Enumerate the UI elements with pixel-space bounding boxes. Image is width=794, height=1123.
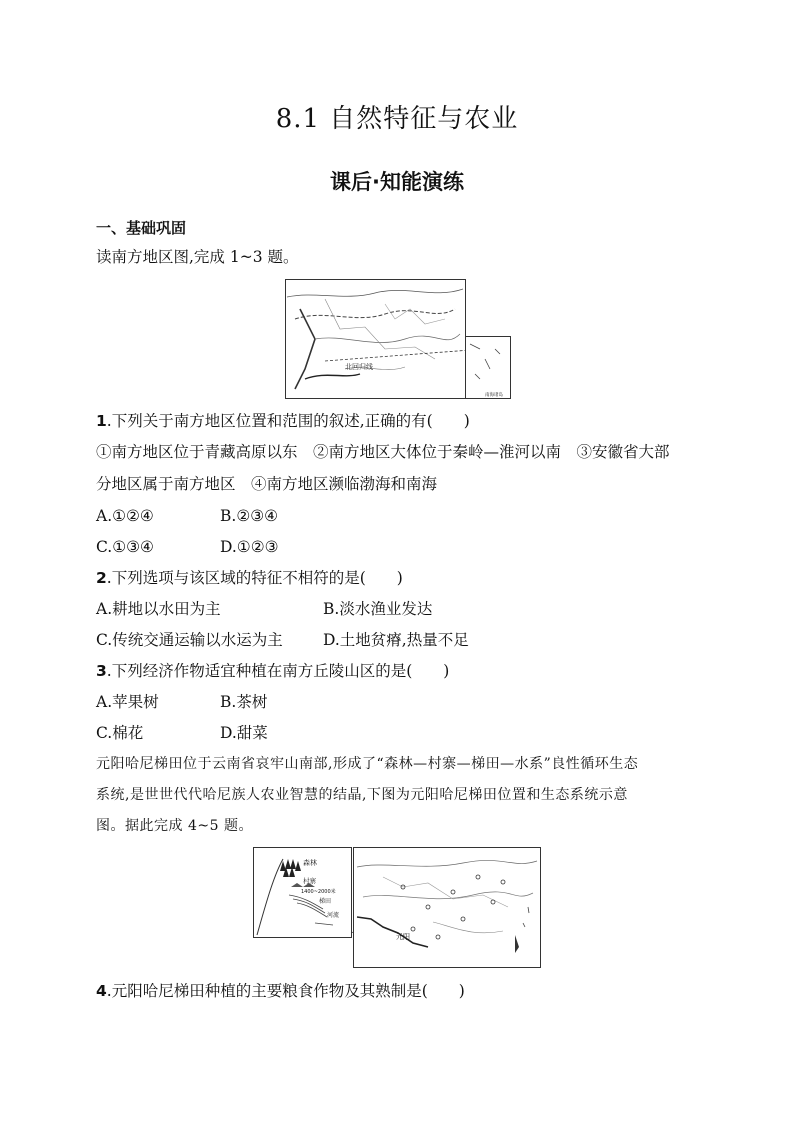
q3-option-b[interactable]: B.茶树 — [220, 693, 268, 711]
q3-option-c[interactable]: C.棉花 — [96, 724, 144, 742]
question-1-stem — [96, 410, 470, 432]
q2-option-a[interactable]: A.耕地以水田为主 — [96, 600, 221, 618]
question-2-stem — [96, 567, 403, 589]
question-4-text: .元阳哈尼梯田种植的主要粮食作物及其熟制是( ) — [106, 982, 465, 1000]
q1-option-b[interactable]: B.②③④ — [220, 507, 279, 525]
intro-text-2-line-3: 图。据此完成 4~5 题。 — [96, 818, 253, 834]
q1-option-c[interactable]: C.①③④ — [96, 538, 154, 556]
question-1-number: 1 — [96, 412, 107, 430]
intro-text-2-line-1: 元阳哈尼梯田位于云南省哀牢山南部,形成了“森林—村寨—梯田—水系”良性循环生态 — [96, 756, 639, 772]
altitude-label: 1400~2000米 — [301, 889, 336, 895]
question-2-text: .下列选项与该区域的特征不相符的是( ) — [106, 569, 403, 587]
intro-text-2-line-2: 系统,是世世代代哈尼族人农业智慧的结晶,下图为元阳哈尼梯田位置和生态系统示意 — [96, 787, 628, 803]
southern-region-map — [285, 279, 511, 399]
q2-option-c[interactable]: C.传统交通运输以水运为主 — [96, 631, 283, 649]
inset-label: 南海诸岛 — [485, 393, 503, 398]
section-heading: 一、基础巩固 — [96, 219, 187, 237]
q2-option-b[interactable]: B.淡水渔业发达 — [323, 600, 433, 618]
question-3-number: 3 — [96, 662, 107, 680]
yuanyang-terrace-map — [253, 847, 541, 968]
forest-label: 森林 — [303, 859, 317, 867]
question-1-text: .下列关于南方地区位置和范围的叙述,正确的有( ) — [106, 412, 470, 430]
q3-option-a[interactable]: A.苹果树 — [96, 693, 159, 711]
page-subtitle: 课后·知能演练 — [330, 170, 464, 194]
intro-text-1: 读南方地区图,完成 1~3 题。 — [96, 248, 299, 266]
page-title: 8.1 自然特征与农业 — [275, 104, 519, 134]
q3-option-d[interactable]: D.甜菜 — [220, 724, 268, 742]
question-3-stem — [96, 660, 449, 682]
question-4-stem — [96, 980, 465, 1002]
river-label: 河流 — [327, 912, 340, 919]
question-4-number: 4 — [96, 982, 107, 1000]
village-label: 村寨 — [303, 877, 316, 885]
q1-option-a[interactable]: A.①②④ — [96, 507, 154, 525]
yuanyang-label: 元阳 — [396, 933, 410, 941]
question-3-text: .下列经济作物适宜种植在南方丘陵山区的是( ) — [106, 662, 450, 680]
q2-option-d[interactable]: D.土地贫瘠,热量不足 — [323, 631, 469, 649]
question-1-line-2: ①南方地区位于青藏高原以东 ②南方地区大体位于秦岭—淮河以南 ③安徽省大部 — [96, 443, 670, 461]
q1-option-d[interactable]: D.①②③ — [220, 538, 279, 556]
question-2-number: 2 — [96, 569, 107, 587]
question-1-line-3: 分地区属于南方地区 ④南方地区濒临渤海和南海 — [96, 475, 438, 493]
tropic-label: 北回归线 — [345, 363, 373, 371]
terrace-label: 梯田 — [319, 898, 332, 905]
